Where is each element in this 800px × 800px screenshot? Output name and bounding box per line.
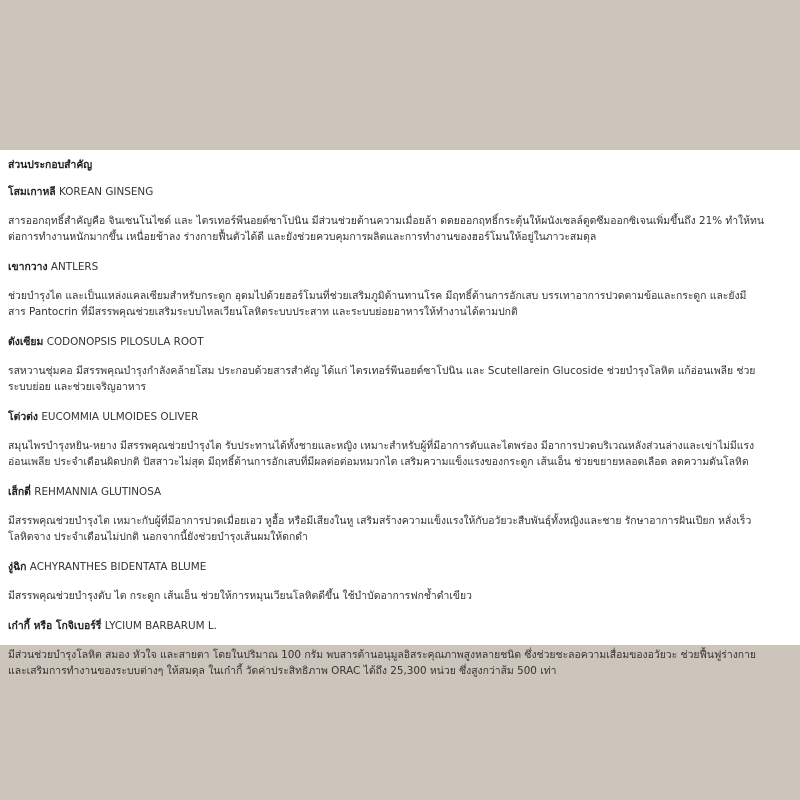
ingredient-english-name: ACHYRANTHES BIDENTATA BLUME <box>29 561 207 573</box>
ingredient-thai-name: เขากวาง <box>8 261 48 273</box>
ingredient-thai-name: เส็กตี่ <box>8 486 31 498</box>
ingredient-section <box>8 559 764 604</box>
ingredient-description: มีส่วนช่วยบำรุงโลหิต สมอง หัวใจ และสายตา โดยในปริมาณ 100 กรัม พบสารต้านอนุมูลอิสระคุณภาพสูงหลายชนิด ซึ่งช่วยชะลอความเสื่อมของอวัยวะ ช่วยฟื้นฟูร่างกาย และเสริมการทำงานของระบบต่างๆ ให้สมดุล ในเก๋ากี้ วัดค่าประสิทธิภาพ ORAC ได้ถึง 25,300 หน่วย ซึ่งสูงกว่าส้ม 500 เท่า <box>8 649 757 677</box>
ingredient-section <box>8 334 764 395</box>
ingredient-title <box>8 409 764 425</box>
ingredient-section <box>8 184 764 245</box>
ingredient-title <box>8 184 764 200</box>
ingredient-english-name: ANTLERS <box>50 261 99 273</box>
ingredient-title <box>8 334 764 350</box>
ingredient-english-name: REHMANNIA GLUTINOSA <box>34 486 162 498</box>
ingredient-thai-name: งู่ฉิก <box>8 561 27 573</box>
ingredient-thai-name: โสมเกาหลี <box>8 186 56 198</box>
ingredient-english-name: CODONOPSIS PILOSULA ROOT <box>46 336 204 348</box>
ingredient-title <box>8 259 764 275</box>
ingredient-description: รสหวานชุ่มคอ มีสรรพคุณบำรุงกำลังคล้ายโสม ประกอบด้วยสารสำคัญ ได้แก่ ไตรเทอร์พีนอยด์ซาโปนิน และ Scutellarein Glucoside ช่วยบำรุงโลหิต แก้อ่อนเพลีย ช่วยระบบย่อย และช่วยเจริญอาหาร <box>8 365 756 393</box>
ingredient-title <box>8 618 764 634</box>
ingredient-title <box>8 484 764 500</box>
ingredient-description: สมุนไพรบำรุงหยิน-หยาง มีสรรพคุณช่วยบำรุงไต รับประทานได้ทั้งชายและหญิง เหมาะสำหรับผู้ที่มีอาการตับและไตพร่อง มีอาการปวดบริเวณหลังส่วนล่างและเข่าไม่มีแรง อ่อนเพลีย ประจำเดือนผิดปกติ ปัสสาวะไม่สุด มีฤทธิ์ต้านการอักเสบที่มีผลต่อต่อมหมวกไต เสริมความแข็งแรงของกระดูก เส้นเอ็น ช่วยขยายหลอดเลือด ลดความดันโลหิต <box>8 440 755 468</box>
ingredient-description: มีสรรพคุณช่วยบำรุงตับ ไต กระดูก เส้นเอ็น ช่วยให้การหมุนเวียนโลหิตดีขึ้น ใช้บำบัดอาการฟกช้ำดำเขียว <box>8 590 472 602</box>
ingredient-description: ช่วยบำรุงไต และเป็นแหล่งแคลเซียมสำหรับกระดูก อุดมไปด้วยฮอร์โมนที่ช่วยเสริมภูมิต้านทานโรค มีฤทธิ์ต้านการอักเสบ บรรเทาอาการปวดตามข้อและกระดูก และยังมีสาร Pantocrin ที่มีสรรพคุณช่วยเสริมระบบไหลเวียนโลหิตระบบประสาท และระบบย่อยอาหารให้ทำงานได้ตามปกติ <box>8 290 747 318</box>
ingredient-section <box>8 409 764 470</box>
ingredient-description: สารออกฤทธิ์สำคัญคือ จินเซนโนไซด์ และ ไตรเทอร์พีนอยด์ซาโปนิน มีส่วนช่วยต้านความเมื่อยล้า ดดยออกฤทธิ์กระตุ้นให้ผนังเซลล์ดูดซึมออกซิเจนเพิ่มขึ้นถึง 21% ทำให้ทนต่อการทำงานหนักมากขึ้น เหนื่อยช้าลง ร่างกายฟื้นตัวได้ดี และยังช่วยควบคุมการผลิตและการทำงานของฮอร์โมนให้อยู่ในภาวะสมดุล <box>8 215 764 243</box>
ingredient-title <box>8 559 764 575</box>
ingredient-thai-name: โต่วต่ง <box>8 411 38 423</box>
ingredient-english-name: EUCOMMIA ULMOIDES OLIVER <box>41 411 199 423</box>
ingredient-section <box>8 484 764 545</box>
ingredient-description: มีสรรพคุณช่วยบำรุงไต เหมาะกับผู้ที่มีอาการปวดเมื่อยเอว หูอื้อ หรือมีเสียงในหู เสริมสร้างความแข็งแรงให้กับอวัยวะสืบพันธุ์ทั้งหญิงและชาย รักษาอาการฝันเปียก หลั่งเร็ว โลหิตจาง ประจำเดือนไม่ปกติ นอกจากนี้ยังช่วยบำรุงเส้นผมให้ดกดำ <box>8 515 752 543</box>
ingredient-section <box>8 259 764 320</box>
ingredient-english-name: KOREAN GINSENG <box>58 186 154 198</box>
ingredients-panel <box>0 150 800 677</box>
ingredient-section <box>8 618 764 679</box>
ingredient-thai-name: เก๋ากี้ หรือ โกจิเบอร์รี่ <box>8 620 102 632</box>
page-title: ส่วนประกอบสำคัญ <box>8 159 93 171</box>
ingredient-thai-name: ตังเซียม <box>8 336 44 348</box>
ingredient-english-name: LYCIUM BARBARUM L. <box>104 620 217 632</box>
